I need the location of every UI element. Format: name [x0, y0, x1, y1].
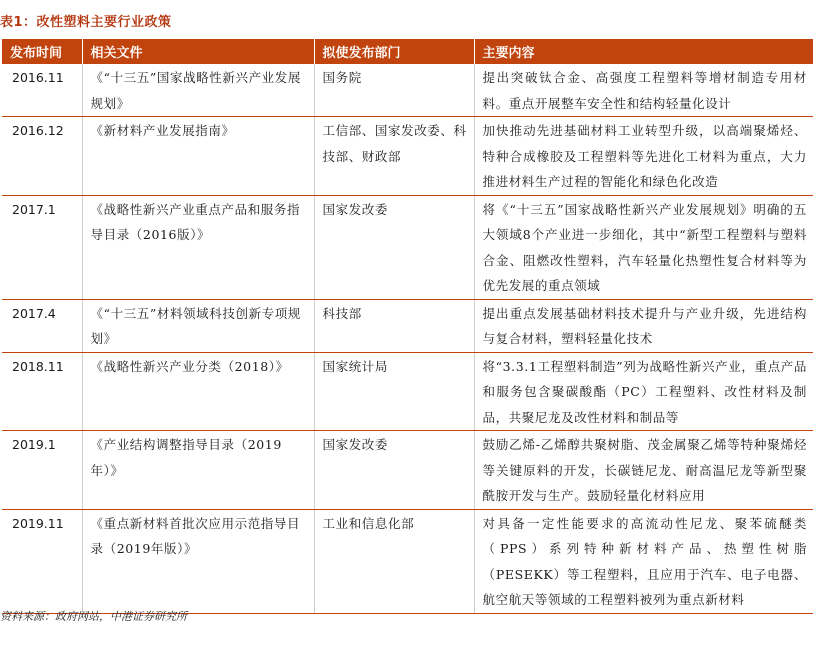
cell-department: 国务院 — [314, 64, 474, 117]
table-row — [2, 431, 813, 510]
cell-department: 国家发改委 — [314, 431, 474, 510]
cell-date: 2018.11 — [2, 352, 82, 431]
cell-date: 2017.4 — [2, 299, 82, 352]
table-header-row — [2, 39, 813, 64]
table-row — [2, 509, 813, 613]
table-row — [2, 117, 813, 196]
cell-department: 工信部、国家发改委、科技部、财政部 — [314, 117, 474, 196]
table-row — [2, 299, 813, 352]
cell-department: 工业和信息化部 — [314, 509, 474, 613]
cell-document: 《“十三五”材料领域科技创新专项规划》 — [82, 299, 314, 352]
cell-content: 提出重点发展基础材料技术提升与产业升级，先进结构与复合材料，塑料轻量化技术 — [474, 299, 813, 352]
table-row — [2, 195, 813, 299]
cell-date: 2017.1 — [2, 195, 82, 299]
cell-document: 《战略性新兴产业重点产品和服务指导目录（2016版）》 — [82, 195, 314, 299]
cell-date: 2019.11 — [2, 509, 82, 613]
cell-content: 将“3.3.1工程塑料制造”列为战略性新兴产业，重点产品和服务包含聚碳酸酯（PC）工程塑料、改性材料及制品，共聚尼龙及改性材料和制品等 — [474, 352, 813, 431]
cell-content: 对具备一定性能要求的高流动性尼龙、聚苯硫醚类（PPS）系列特种新材料产品、热塑性树脂（PESEKK）等工程塑料，且应用于汽车、电子电器、航空航天等领域的工程塑料被列为重点新材料 — [474, 509, 813, 613]
cell-content: 加快推动先进基础材料工业转型升级，以高端聚烯烃、特种合成橡胶及工程塑料等先进化工材料为重点，大力推进材料生产过程的智能化和绿色化改造 — [474, 117, 813, 196]
header-content: 主要内容 — [474, 39, 813, 64]
table-row — [2, 352, 813, 431]
cell-date: 2016.11 — [2, 64, 82, 117]
cell-department: 国家统计局 — [314, 352, 474, 431]
cell-content: 将《“十三五”国家战略性新兴产业发展规划》明确的五大领域8个产业进一步细化，其中“新型工程塑料与塑料合金、阻燃改性塑料，汽车轻量化热塑性复合材料等为优先发展的重点领域 — [474, 195, 813, 299]
cell-document: 《新材料产业发展指南》 — [82, 117, 314, 196]
header-department: 拟使发布部门 — [314, 39, 474, 64]
cell-date: 2016.12 — [2, 117, 82, 196]
header-date: 发布时间 — [2, 39, 82, 64]
cell-department: 国家发改委 — [314, 195, 474, 299]
cell-document: 《战略性新兴产业分类（2018）》 — [82, 352, 314, 431]
cell-department: 科技部 — [314, 299, 474, 352]
table-title: 表1：改性塑料主要行业政策 — [0, 15, 172, 30]
header-document: 相关文件 — [82, 39, 314, 64]
cell-document: 《“十三五”国家战略性新兴产业发展规划》 — [82, 64, 314, 117]
source-note: 资料来源：政府网站，中港证券研究所 — [0, 610, 187, 623]
cell-content: 提出突破钛合金、高强度工程塑料等增材制造专用材料。重点开展整车安全性和结构轻量化设计 — [474, 64, 813, 117]
cell-date: 2019.1 — [2, 431, 82, 510]
cell-document: 《重点新材料首批次应用示范指导目录（2019年版）》 — [82, 509, 314, 613]
cell-content: 鼓励乙烯-乙烯醇共聚树脂、茂金属聚乙烯等特种聚烯烃等关键原料的开发，长碳链尼龙、耐高温尼龙等新型聚酰胺开发与生产。鼓励轻量化材料应用 — [474, 431, 813, 510]
cell-document: 《产业结构调整指导目录（2019年）》 — [82, 431, 314, 510]
table-row — [2, 64, 813, 117]
policy-table — [2, 39, 813, 614]
